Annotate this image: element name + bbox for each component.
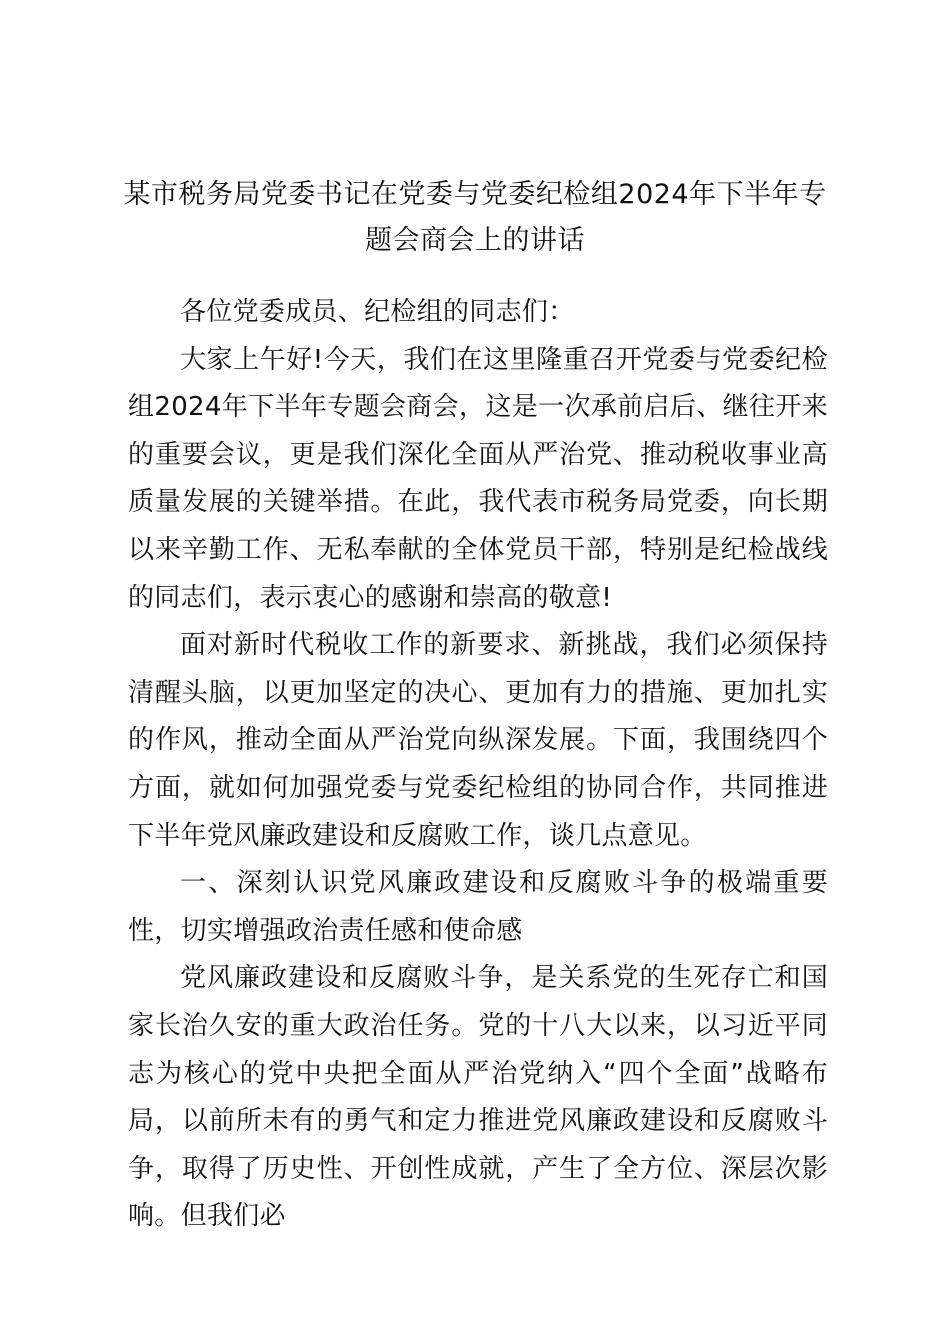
section-heading-1: 一、深刻认识党风廉政建设和反腐败斗争的极端重要性，切实增强政治责任感和使命感 xyxy=(128,868,828,946)
document-title: 某市税务局党委书记在党委与党委纪检组2024年下半年专题会商会上的讲话 xyxy=(123,179,827,256)
intro-paragraph: 面对新时代税收工作的新要求、新挑战，我们必须保持清醒头脑，以更加坚定的决心、更加有力的措施、更加扎实的作风，推动全面从严治党向纵深发展。下面，我围绕四个方面，就如何加强党委与党委纪检组的协同合作，共同推进下半年党风廉政建设和反腐败工作，谈几点意见。 xyxy=(128,630,828,851)
salutation-paragraph: 各位党委成员、纪检组的同志们： xyxy=(180,297,575,327)
opening-paragraph: 大家上午好!今天，我们在这里隆重召开党委与党委纪检组2024年下半年专题会商会，这是一次承前启后、继往开来的重要会议，更是我们深化全面从严治党、推动税收事业高质量发展的关键举措。在此，我代表市税务局党委，向长期以来辛勤工作、无私奉献的全体党员干部，特别是纪检战线的同志们，表示衷心的感谢和崇高的敬意! xyxy=(128,344,828,613)
document-body xyxy=(128,289,828,1241)
section-1-paragraph: 党风廉政建设和反腐败斗争，是关系党的生死存亡和国家长治久安的重大政治任务。党的十八大以来，以习近平同志为核心的党中央把全面从严治党纳入“四个全面”战略布局，以前所未有的勇气和定力推进党风廉政建设和反腐败斗争，取得了历史性、开创性成就，产生了全方位、深层次影响。但我们必 xyxy=(128,963,828,1232)
